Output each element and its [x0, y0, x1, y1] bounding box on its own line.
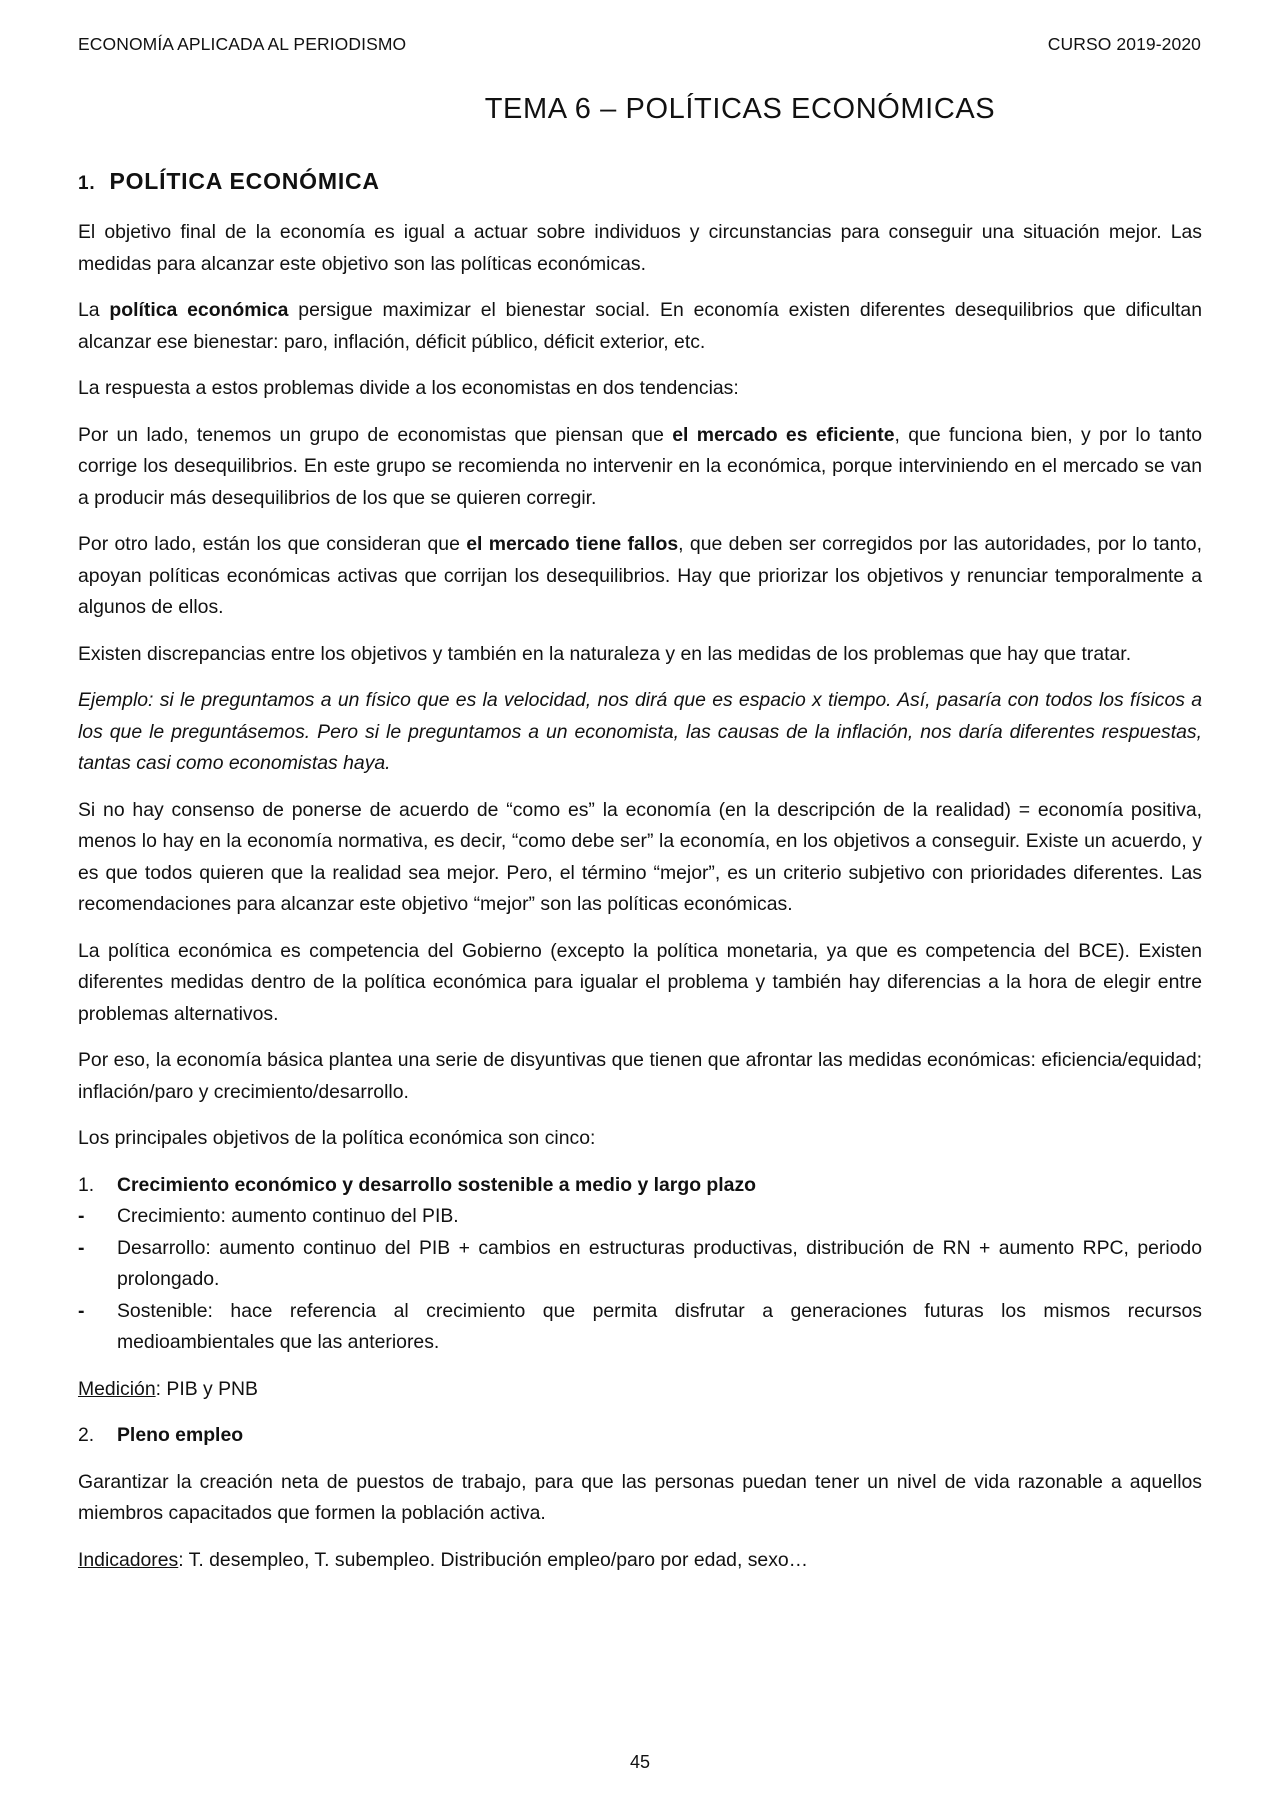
list-item — [78, 1233, 1202, 1296]
list-item — [78, 1296, 1202, 1359]
running-header — [78, 34, 1201, 55]
example-paragraph: Ejemplo: si le preguntamos a un físico que es la velocidad, nos dirá que es espacio x tiempo. Así, pasaría con todos los físicos a los que le preguntásemos. Pero si le preguntamos a un economista, las causas de la inflación, nos daría diferentes respuestas, tantas casi como economistas haya. — [78, 689, 1202, 774]
paragraph: La respuesta a estos problemas divide a los economistas en dos tendencias: — [78, 377, 739, 399]
paragraph: El objetivo final de la economía es igual a actuar sobre individuos y circunstancias para conseguir una situación mejor. Las medidas para alcanzar este objetivo son las políticas económicas. — [78, 221, 1202, 275]
objective-1-block — [78, 1170, 1202, 1359]
indicators-label: Indicadores — [78, 1548, 179, 1571]
section-heading — [78, 168, 380, 195]
section-title: POLÍTICA ECONÓMICA — [109, 168, 380, 194]
list-item-text: Desarrollo: aumento continuo del PIB + cambios en estructuras productivas, distribución de RN + aumento RPC, periodo prolongado. — [117, 1236, 1202, 1290]
list-item-text: Crecimiento: aumento continuo del PIB. — [117, 1205, 459, 1227]
objective-2-heading — [78, 1420, 1202, 1452]
paragraph: Por eso, la economía básica plantea una serie de disyuntivas que tienen que afrontar las medidas económicas: eficiencia/equidad; inflación/paro y crecimiento/desarrollo. — [78, 1049, 1202, 1103]
paragraph: Garantizar la creación neta de puestos de trabajo, para que las personas puedan tener un nivel de vida razonable a aquellos miembros capacitados que formen la población activa. — [78, 1470, 1202, 1524]
list-item — [78, 1201, 1202, 1233]
bold-term: el mercado tiene fallos — [466, 533, 679, 555]
paragraph: Existen discrepancias entre los objetivos y también en la naturaleza y en las medidas de los problemas que hay que tratar. — [78, 642, 1132, 665]
paragraph: Por otro lado, están los que consideran que el mercado tiene fallos, que deben ser corregidos por las autoridades, por lo tanto, apoyan políticas económicas activas que corrijan los desequilibrios. Hay que priorizar los objetivos y renunciar temporalmente a algunos de ellos. — [78, 533, 1202, 618]
dash-bullet: - — [78, 1299, 85, 1322]
objective-title: Crecimiento económico y desarrollo sostenible a medio y largo plazo — [117, 1173, 756, 1196]
indicators-line: Indicadores: T. desempleo, T. subempleo. Distribución empleo/paro por edad, sexo… — [78, 1548, 809, 1571]
paragraph: Por un lado, tenemos un grupo de economistas que piensan que el mercado es eficiente, que funciona bien, y por lo tanto corrige los desequilibrios. En este grupo se recomienda no intervenir en la económica, porque interviniendo en el mercado se van a producir más desequilibrios de los que se quieren corregir. — [78, 423, 1202, 509]
header-course-year: CURSO 2019-2020 — [1047, 34, 1201, 54]
body-text — [78, 217, 1202, 1591]
list-number: 2. — [78, 1424, 95, 1446]
paragraph: La política económica persigue maximizar el bienestar social. En economía existen diferentes desequilibrios que dificultan alcanzar ese bienestar: paro, inflación, déficit público, déficit exterior, etc. — [78, 299, 1202, 353]
list-number: 1. — [78, 1173, 95, 1196]
paragraph: Si no hay consenso de ponerse de acuerdo de “como es” la economía (en la descripción de la realidad) = economía positiva, menos lo hay en la economía normativa, es decir, “como debe ser” la economía, en los objetivos a conseguir. Existe un acuerdo, y es que todos quieren que la realidad sea mejor. Pero, el término “mejor”, es un criterio subjetivo con prioridades diferentes. Las recomendaciones para alcanzar este objetivo “mejor” son las políticas económicas. — [78, 798, 1202, 915]
bold-term: política económica — [109, 299, 289, 321]
section-number: 1. — [78, 173, 96, 194]
page-title: TEMA 6 – POLÍTICAS ECONÓMICAS — [484, 93, 996, 125]
dash-bullet: - — [78, 1236, 85, 1259]
measurement-label: Medición — [78, 1377, 156, 1400]
measurement-line: Medición: PIB y PNB — [78, 1377, 258, 1400]
list-item-text: Sostenible: hace referencia al crecimiento que permita disfrutar a generaciones futuras los mismos recursos medioambientales que las anteriores. — [117, 1299, 1202, 1353]
header-course-name: ECONOMÍA APLICADA AL PERIODISMO — [78, 34, 407, 54]
paragraph: Los principales objetivos de la política económica son cinco: — [78, 1127, 596, 1149]
paragraph: La política económica es competencia del Gobierno (excepto la política monetaria, ya que es competencia del BCE). Existen diferentes medidas dentro de la política económica para igualar el problema y también hay diferencias a la hora de elegir entre problemas alternativos. — [78, 939, 1202, 1025]
dash-bullet: - — [78, 1205, 85, 1227]
objective-2-block — [78, 1420, 1202, 1452]
page-number: 45 — [629, 1752, 651, 1772]
objective-1-heading — [78, 1170, 1202, 1202]
objective-title: Pleno empleo — [117, 1424, 244, 1446]
bold-term: el mercado es eficiente — [672, 423, 895, 446]
